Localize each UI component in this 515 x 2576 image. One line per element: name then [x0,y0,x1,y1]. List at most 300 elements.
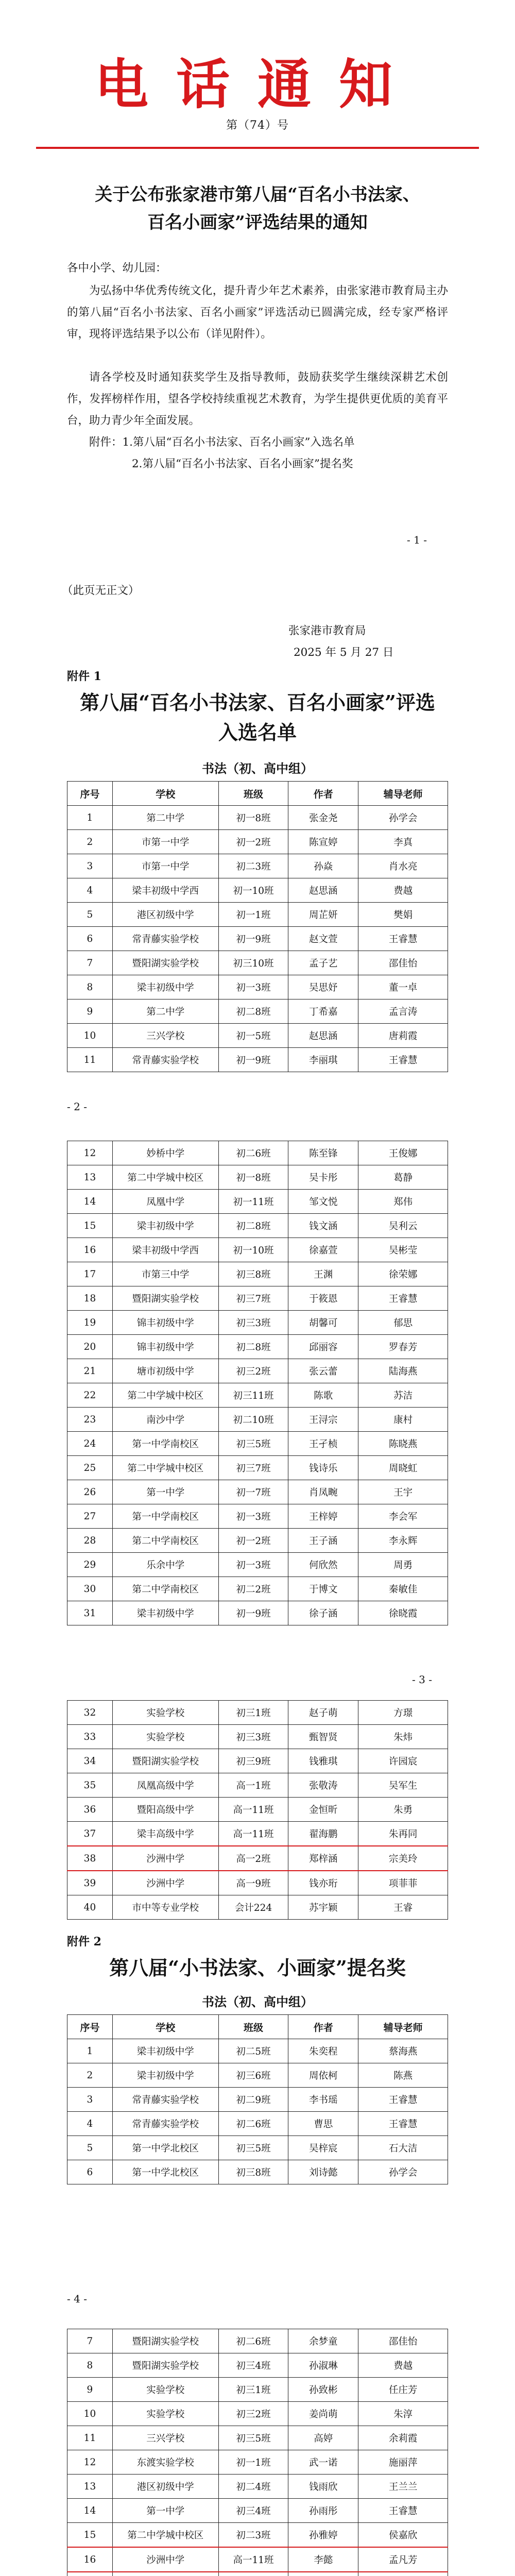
table-row [67,1601,448,1625]
table-cell: 39 [67,1871,113,1895]
table-cell: 常青藤实验学校 [112,2088,218,2112]
table-cell: 12 [67,1141,113,1165]
table-cell: 初一9班 [218,1601,288,1625]
table-cell: 实验学校 [112,1725,218,1749]
table-row [67,903,448,927]
column-header: 学校 [112,2015,218,2039]
table-cell: 5 [67,903,113,927]
table-cell: 王渊 [288,1262,358,1286]
table-cell: 暨阳湖实验学校 [112,1749,218,1773]
table-cell: 1 [67,2039,113,2063]
table-cell: 南沙中学 [112,1408,218,1432]
table-cell: 12 [67,2450,113,2475]
table-row [67,1822,448,1846]
table-cell: 初三2班 [218,1359,288,1383]
table-cell: 郑梓涵 [288,1846,358,1871]
table-cell: 24 [67,1432,113,1456]
table-cell: 李会军 [358,1504,448,1529]
table-cell: 初二4班 [218,2475,288,2499]
table-cell: 6 [67,2160,113,2184]
table-cell: 第二中学 [112,806,218,830]
table-cell: 初三7班 [218,1456,288,1480]
table-cell: 沙洲中学 [112,2547,218,2572]
table-cell: 19 [67,1311,113,1335]
table-cell: 朱再同 [358,1822,448,1846]
table-cell: 陈晓燕 [358,1432,448,1456]
table-cell: 初二10班 [218,1408,288,1432]
table-cell: 钱雅琪 [288,1749,358,1773]
table-cell: 徐荣娜 [358,1262,448,1286]
table-cell: 初二6班 [218,2112,288,2136]
table-cell: 9 [67,2378,113,2402]
table-cell: 13 [67,1165,113,1190]
table-cell: 徐晓霞 [358,1601,448,1625]
table-cell: 梁丰初级中学 [112,2063,218,2088]
paragraph-1: 为弘扬中华优秀传统文化，提升青少年艺术素养，由张家港市教育局主办的第八届“百名小书法家、百名小画家”评选活动已圆满完成，经专家严格评审，现将评选结果予以公布（详见附件）。 [67,284,448,341]
table-cell: 王兰兰 [358,2475,448,2499]
table-cell: 梁丰初级中学 [112,1214,218,1238]
table-row [67,999,448,1024]
table-row [67,2329,448,2353]
table-row [67,1577,448,1601]
table-cell [288,2572,358,2576]
attachment-2-line: 2.第八届“百名小书法家、百名小画家”提名奖 [132,457,353,470]
paragraph-2: 请各学校及时通知获奖学生及指导教师，鼓励获奖学生继续深耕艺术创作，发挥榜样作用，望各学校持续重视艺术教育，为学生提供更优质的美育平台，助力青少年全面发展。 [67,371,448,427]
table-cell: 王俊娜 [358,1141,448,1165]
table-cell: 肖水亮 [358,854,448,878]
table-row [67,1190,448,1214]
table-cell: 邵佳怡 [358,951,448,975]
table-row [67,2572,448,2576]
table-cell: 32 [67,1701,113,1725]
table-row [67,2426,448,2450]
table-row [67,1359,448,1383]
table-row [67,2353,448,2378]
table-cell: 初三9班 [218,1749,288,1773]
table-cell: 王睿慧 [358,1048,448,1072]
table-cell: 胡馨可 [288,1311,358,1335]
table-cell: 初三3班 [218,1725,288,1749]
table-cell: 凤凰高级中学 [112,1773,218,1798]
table-cell: 丁希嘉 [288,999,358,1024]
table-row [67,1504,448,1529]
table-row [67,2160,448,2184]
table-cell: 初三1班 [218,2378,288,2402]
table-cell: 王睿慧 [358,2088,448,2112]
table-cell: 初一1班 [218,2450,288,2475]
table-cell: 孟言涛 [358,999,448,1024]
table-cell: 孟凡芳 [358,2547,448,2572]
table-row [67,1432,448,1456]
table-row [67,975,448,999]
table-row [67,878,448,903]
table-cell: 28 [67,1529,113,1553]
table-cell: 初一9班 [218,927,288,951]
table-row [67,1238,448,1262]
column-header: 学校 [112,782,218,806]
table-cell: 邱丽容 [288,1335,358,1359]
table-cell: 初一1班 [218,903,288,927]
table-cell: 孙雅婷 [288,2523,358,2548]
table-cell: 实验学校 [112,1701,218,1725]
nomination-table-page4 [67,2329,448,2576]
table-cell: 3 [67,854,113,878]
table-cell: 港区初级中学 [112,903,218,927]
table-cell: 王子涵 [288,1529,358,1553]
table-cell: 市第一中学 [112,854,218,878]
table-cell: 初二9班 [218,2088,288,2112]
table-cell: 陈宣婷 [288,830,358,854]
table-cell: 初三5班 [218,2426,288,2450]
table-cell: 36 [67,1798,113,1822]
table-cell: 赵子萌 [288,1701,358,1725]
table-row [67,1262,448,1286]
table-cell: 王睿慧 [358,1286,448,1311]
table-cell: 樊娟 [358,903,448,927]
table-cell: 沙洲中学 [112,1871,218,1895]
table-row [67,2475,448,2499]
table-cell: 孙学会 [358,806,448,830]
table-cell: 高一1班 [218,1773,288,1798]
table-cell: 余梦童 [288,2329,358,2353]
table-cell: 唐莉霞 [358,1024,448,1048]
table-cell: 孙学会 [358,2160,448,2184]
table-cell: 初一2班 [218,1529,288,1553]
annex-2-label: 附件 2 [67,1935,101,1948]
nomination-table-page3 [67,2014,448,2184]
table-cell: 蔡海燕 [358,2039,448,2063]
selection-table-page3 [67,1700,448,1920]
table-cell: 初三10班 [218,951,288,975]
page-number-4: - 4 - [67,2293,87,2305]
table-row [67,927,448,951]
table-cell: 第二中学城中校区 [112,1165,218,1190]
page-number-1: - 1 - [407,534,427,546]
attachment-1-line: 附件：1.第八届“百名小书法家、百名小画家”入选名单 [89,436,355,449]
table-cell: 实验学校 [112,2378,218,2402]
table-cell: 李懿 [288,2547,358,2572]
table-row [67,1773,448,1798]
table-row [67,951,448,975]
table-cell: 钱亦珩 [288,1871,358,1895]
table-cell: 30 [67,1577,113,1601]
table-cell: 常青藤实验学校 [112,1048,218,1072]
table-cell: 14 [67,1190,113,1214]
table-cell: 梁丰初级中学西 [112,878,218,903]
table-cell: 余莉霞 [358,2426,448,2450]
table-row [67,1141,448,1165]
table-row [67,1024,448,1048]
table-cell: 吴彬莹 [358,1238,448,1262]
table-cell: 38 [67,1846,113,1871]
table-cell: 曹思 [288,2112,358,2136]
table-cell: 16 [67,1238,113,1262]
table-cell: 13 [67,2475,113,2499]
table-cell [67,2572,113,2576]
table-row [67,1871,448,1895]
table-cell: 沙洲中学 [112,1846,218,1871]
table-cell: 徐子涵 [288,1601,358,1625]
document-number: 第（74）号 [226,119,289,132]
table-cell: 初二8班 [218,1335,288,1359]
table-cell: 李书瑶 [288,2088,358,2112]
table-cell: 初三7班 [218,1286,288,1311]
table-row [67,1408,448,1432]
table-cell: 武一诺 [288,2450,358,2475]
table-cell: 35 [67,1773,113,1798]
table-cell: 初一8班 [218,1165,288,1190]
table-cell: 康村 [358,1408,448,1432]
table-cell: 侯嘉欣 [358,2523,448,2548]
table-cell: 赵思涵 [288,878,358,903]
table-cell: 22 [67,1383,113,1408]
table-row [67,1311,448,1335]
table-cell: 高一11班 [218,1822,288,1846]
table-cell: 朱炜 [358,1725,448,1749]
page-number-3: - 3 - [412,1673,432,1686]
table-cell: 王梓婷 [288,1504,358,1529]
table-cell: 郑伟 [358,1190,448,1214]
table-row [67,1798,448,1822]
selection-table-page1 [67,781,448,1072]
table-cell: 7 [67,951,113,975]
table-cell: 第一中学北校区 [112,2136,218,2160]
table-row [67,2063,448,2088]
table-cell: 邹文悦 [288,1190,358,1214]
table-cell: 初三2班 [218,2402,288,2426]
table-cell: 孙淑琳 [288,2353,358,2378]
table-cell: 第二中学城中校区 [112,1456,218,1480]
table-cell: 许园宸 [358,1749,448,1773]
table-cell: 11 [67,2426,113,2450]
table-row [67,1165,448,1190]
table-cell: 费越 [358,878,448,903]
table-cell: 李永辉 [358,1529,448,1553]
table-cell: 初三6班 [218,2063,288,2088]
table-row [67,2547,448,2572]
table-cell: 项菲菲 [358,1871,448,1895]
table-cell: 初一5班 [218,1024,288,1048]
table-cell: 9 [67,999,113,1024]
table-cell: 肖凤畹 [288,1480,358,1504]
table-cell: 姜尚萌 [288,2402,358,2426]
table-cell: 暨阳湖实验学校 [112,951,218,975]
table-cell: 初一10班 [218,1238,288,1262]
table-cell: 钱雨欣 [288,2475,358,2499]
table-cell: 初二3班 [218,854,288,878]
signing-org: 张家港市教育局 [288,624,366,637]
table-cell: 市第一中学 [112,830,218,854]
table-cell: 高一11班 [218,1798,288,1822]
table-cell: 4 [67,878,113,903]
table-cell: 17 [67,1262,113,1286]
table-cell: 第一中学南校区 [112,1504,218,1529]
table-cell: 暨阳湖实验学校 [112,2353,218,2378]
column-header: 辅导老师 [358,782,448,806]
table-cell: 凤凰中学 [112,1190,218,1214]
table-cell: 27 [67,1504,113,1529]
table-cell: 21 [67,1359,113,1383]
table-cell: 吴思妤 [288,975,358,999]
table-cell: 王宇 [358,1480,448,1504]
table-cell: 市中等专业学校 [112,1895,218,1920]
table-cell: 钱文涵 [288,1214,358,1238]
table-cell: 陈至锋 [288,1141,358,1165]
table-cell: 市第三中学 [112,1262,218,1286]
table-cell: 梁丰初级中学西 [112,1238,218,1262]
annex-1-label: 附件 1 [67,670,101,683]
table-row [67,2499,448,2523]
table-cell: 陈歌 [288,1383,358,1408]
table-cell: 孟子艺 [288,951,358,975]
table-cell: 初三11班 [218,1383,288,1408]
table-cell: 乐余中学 [112,1553,218,1577]
table-cell: 朱勇 [358,1798,448,1822]
column-header: 班级 [218,782,288,806]
table-cell [218,2572,288,2576]
table-cell: 梁丰初级中学 [112,975,218,999]
table-cell: 34 [67,1749,113,1773]
table-cell: 初二2班 [218,1577,288,1601]
table-cell: 6 [67,927,113,951]
table-row [67,1701,448,1725]
table-cell: 三兴学校 [112,1024,218,1048]
table-cell: 15 [67,1214,113,1238]
table-cell: 梁丰高级中学 [112,1822,218,1846]
table-cell: 吴梓宸 [288,2136,358,2160]
table-cell: 初三4班 [218,2353,288,2378]
table-row [67,1383,448,1408]
table-row [67,2112,448,2136]
table-cell: 孙致彬 [288,2378,358,2402]
column-header: 作者 [288,2015,358,2039]
table-row [67,2088,448,2112]
table-cell: 实验学校 [112,2402,218,2426]
table-row [67,1286,448,1311]
table-cell: 孙焱 [288,854,358,878]
table-header-row [67,2015,448,2039]
table-cell: 张敬涛 [288,1773,358,1798]
table-cell: 郁思 [358,1311,448,1335]
table-row [67,1553,448,1577]
table-cell: 三兴学校 [112,2426,218,2450]
table-cell: 初三8班 [218,2160,288,2184]
table-row [67,1846,448,1871]
table-cell: 高婷 [288,2426,358,2450]
table-cell: 初一8班 [218,806,288,830]
table-cell: 4 [67,2112,113,2136]
table-cell [358,2572,448,2576]
table-cell: 初一3班 [218,975,288,999]
table-cell: 锦丰初级中学 [112,1335,218,1359]
table-cell: 暨阳湖实验学校 [112,1286,218,1311]
annex-1-subtitle: 书法（初、高中组） [202,761,313,776]
table-cell: 暨阳高级中学 [112,1798,218,1822]
table-cell: 5 [67,2136,113,2160]
notice-title-line1: 关于公布张家港市第八届“百名小书法家、 [95,184,420,205]
table-cell: 第二中学城中校区 [112,1383,218,1408]
annex-2-title: 第八届“小书法家、小画家”提名奖 [109,1956,406,1979]
table-cell: 3 [67,2088,113,2112]
table-row [67,2136,448,2160]
table-cell: 赵思涵 [288,1024,358,1048]
table-cell: 徐嘉萱 [288,1238,358,1262]
table-cell: 初三8班 [218,1262,288,1286]
table-cell: 初一2班 [218,830,288,854]
table-cell: 王孑桢 [288,1432,358,1456]
no-body-note: （此页无正文） [62,584,140,597]
table-cell: 10 [67,2402,113,2426]
column-header: 班级 [218,2015,288,2039]
table-cell: 初二3班 [218,2523,288,2548]
table-cell: 第二中学城中校区 [112,2523,218,2548]
table-cell: 初三4班 [218,2499,288,2523]
table-cell: 初一11班 [218,1190,288,1214]
table-cell: 钱诗乐 [288,1456,358,1480]
table-cell: 李真 [358,830,448,854]
table-cell: 王睿慧 [358,2499,448,2523]
table-cell: 初二8班 [218,1214,288,1238]
table-cell: 于博文 [288,1577,358,1601]
column-header: 序号 [67,2015,113,2039]
table-cell: 塘市初级中学 [112,1359,218,1383]
table-cell: 赵文萱 [288,927,358,951]
table-row [67,2450,448,2475]
table-cell: 秦敏佳 [358,1577,448,1601]
table-cell: 初三5班 [218,2136,288,2160]
page-number-2: - 2 - [67,1100,87,1113]
table-cell: 周晓虹 [358,1456,448,1480]
table-cell: 2 [67,830,113,854]
table-cell: 37 [67,1822,113,1846]
annex-1-title-line1: 第八届“百名小书法家、百名小画家”评选 [80,691,435,714]
table-cell: 初二8班 [218,999,288,1024]
table-cell: 妙桥中学 [112,1141,218,1165]
table-cell: 朱淳 [358,2402,448,2426]
table-row [67,2039,448,2063]
table-cell: 25 [67,1456,113,1480]
table-cell: 苏宇颖 [288,1895,358,1920]
table-cell: 刘诗懿 [288,2160,358,2184]
table-cell: 18 [67,1286,113,1311]
column-header: 辅导老师 [358,2015,448,2039]
table-row [67,1048,448,1072]
table-cell: 董一卓 [358,975,448,999]
table-cell: 邵佳怡 [358,2329,448,2353]
table-cell: 初一9班 [218,1048,288,1072]
table-cell: 第二中学 [112,999,218,1024]
table-cell: 29 [67,1553,113,1577]
table-row [67,830,448,854]
table-cell: 港区初级中学 [112,2475,218,2499]
table-cell: 罗春芳 [358,1335,448,1359]
table-cell: 王浔宗 [288,1408,358,1432]
table-cell: 张金尧 [288,806,358,830]
table-cell: 初三5班 [218,1432,288,1456]
table-cell: 于筱恩 [288,1286,358,1311]
table-cell: 翟海鹏 [288,1822,358,1846]
column-header: 作者 [288,782,358,806]
notice-title-line2: 百名小画家”评选结果的通知 [147,212,368,233]
table-cell: 7 [67,2329,113,2353]
table-cell: 11 [67,1048,113,1072]
table-cell: 会计224 [218,1895,288,1920]
table-cell: 方璟 [358,1701,448,1725]
table-row [67,2402,448,2426]
table-cell: 初二6班 [218,1141,288,1165]
table-cell: 锦丰初级中学 [112,1311,218,1335]
table-cell: 王睿慧 [358,2112,448,2136]
